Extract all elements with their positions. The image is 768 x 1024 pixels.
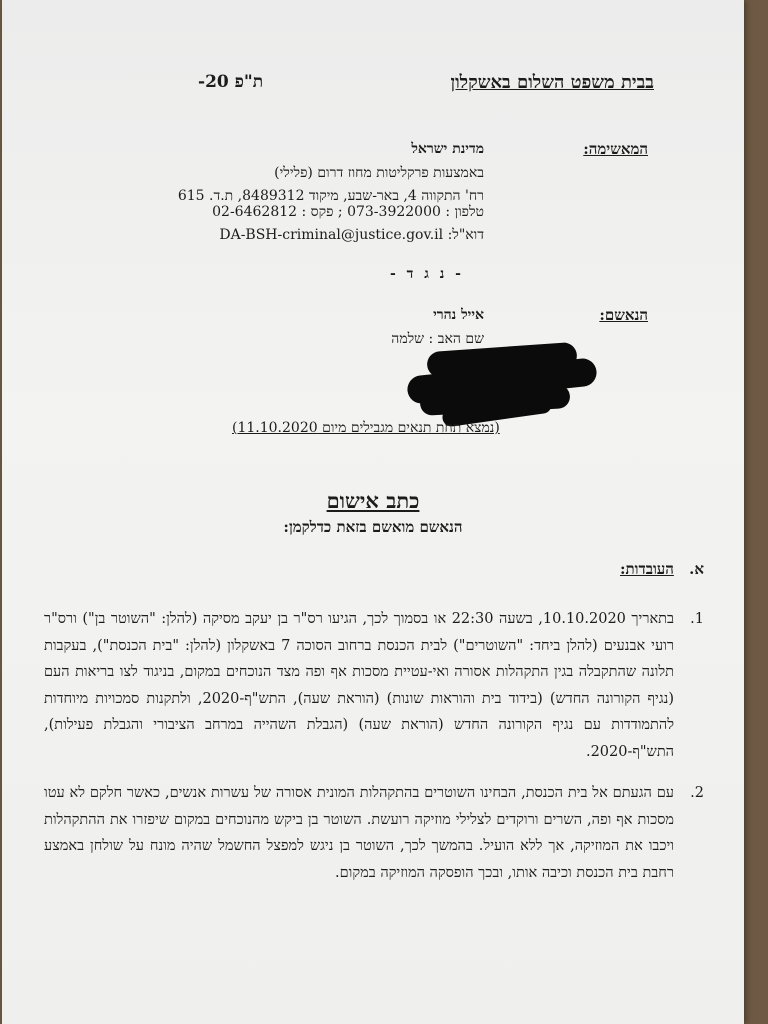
document-page [2, 0, 744, 1024]
defendant-label: הנאשם: [599, 306, 648, 324]
section-title: העובדות: [619, 560, 674, 578]
section-heading [620, 560, 704, 579]
paragraph-text: עם הגעתם אל בית הכנסת, הבחינו השוטרים בהתקהלות המונית אסורה של עשרות אנשים, כאשר חלקם לא עטו מסכות אף ופה, השרים ורוקדים לצלילי מוזיקה רועשת. השוטר בן ביקש מהנוכחים במקום שיפזרו את ההתקהלות ויכבו את המוזיקה, אך ללא הועיל. בהמשך לכך, השוטר בן ניגש למפצל החשמל שהיה מונח על שולחן באמצע רחבת בית הכנסת וכיבה אותו, ובכך הופסקה המוזיקה במקום. [44, 785, 674, 881]
defendant-name: אייל נהרי [433, 307, 484, 323]
prosecution-email: דוא"ל: DA-BSH-criminal@justice.gov.il [219, 227, 484, 243]
case-number: ת"פ 20- [198, 72, 264, 92]
document-subtitle: הנאשם מואשם בזאת כדלקמן: [283, 518, 463, 536]
prosecution-office: באמצעות פרקליטות מחוז דרום (פלילי) [274, 165, 484, 181]
prosecution-name: מדינת ישראל [411, 141, 484, 157]
document-title [2, 488, 744, 514]
paragraph-2 [44, 780, 704, 886]
section-letter: א. [689, 560, 704, 578]
paragraph-text: בתאריך 10.10.2020, בשעה 22:30 או בסמוך לכך, הגיעו רס"ר בן יעקב מסיקה (להלן: "השוטר בן") ורס"ר רועי אבנעים (להלן ביחד: "השוטרים") לבית הכנסת ברחוב הסוכה 7 באשקלון (להלן: "בית הכנסת"), בעקבות תלונה שהתקבלה בגין התקהלות אסורה ואי-עטיית מסכות אף ופה מצד הנוכחים במקום, בניגוד לצו בריאות העם (נגיף הקורונה החדש) (בידוד בית והוראות שונות) (הוראת שעה), התש"ף-2020, ולתקנות סמכויות מיוחדות להתמודדות עם נגיף הקורונה החדש (הוראת שעה) (הגבלת השהייה במרחב הציבורי והגבלת פעילות), התש"ף-2020. [44, 611, 675, 760]
prosecution-address: רח' התקווה 4, באר-שבע, מיקוד 8489312, ת.ד. 615 [177, 188, 484, 204]
paragraph-number: 2. [690, 785, 704, 801]
prosecution-phone: טלפון : 073-3922000 ; פקס : 02-6462812 [212, 204, 484, 220]
defendant-father-name: שם האב : שלמה [391, 331, 484, 347]
prosecution-label: המאשימה: [583, 140, 648, 158]
paragraph-1 [44, 606, 704, 765]
restriction-caption: (נמצא תחת תנאים מגבילים מיום 11.10.2020) [232, 420, 500, 436]
court-title: בבית משפט השלום באשקלון [450, 72, 654, 93]
document-title-text: כתב אישום [326, 488, 420, 513]
paragraph-number: 1. [690, 611, 704, 627]
versus-marker: - נ ג ד - [389, 266, 464, 282]
